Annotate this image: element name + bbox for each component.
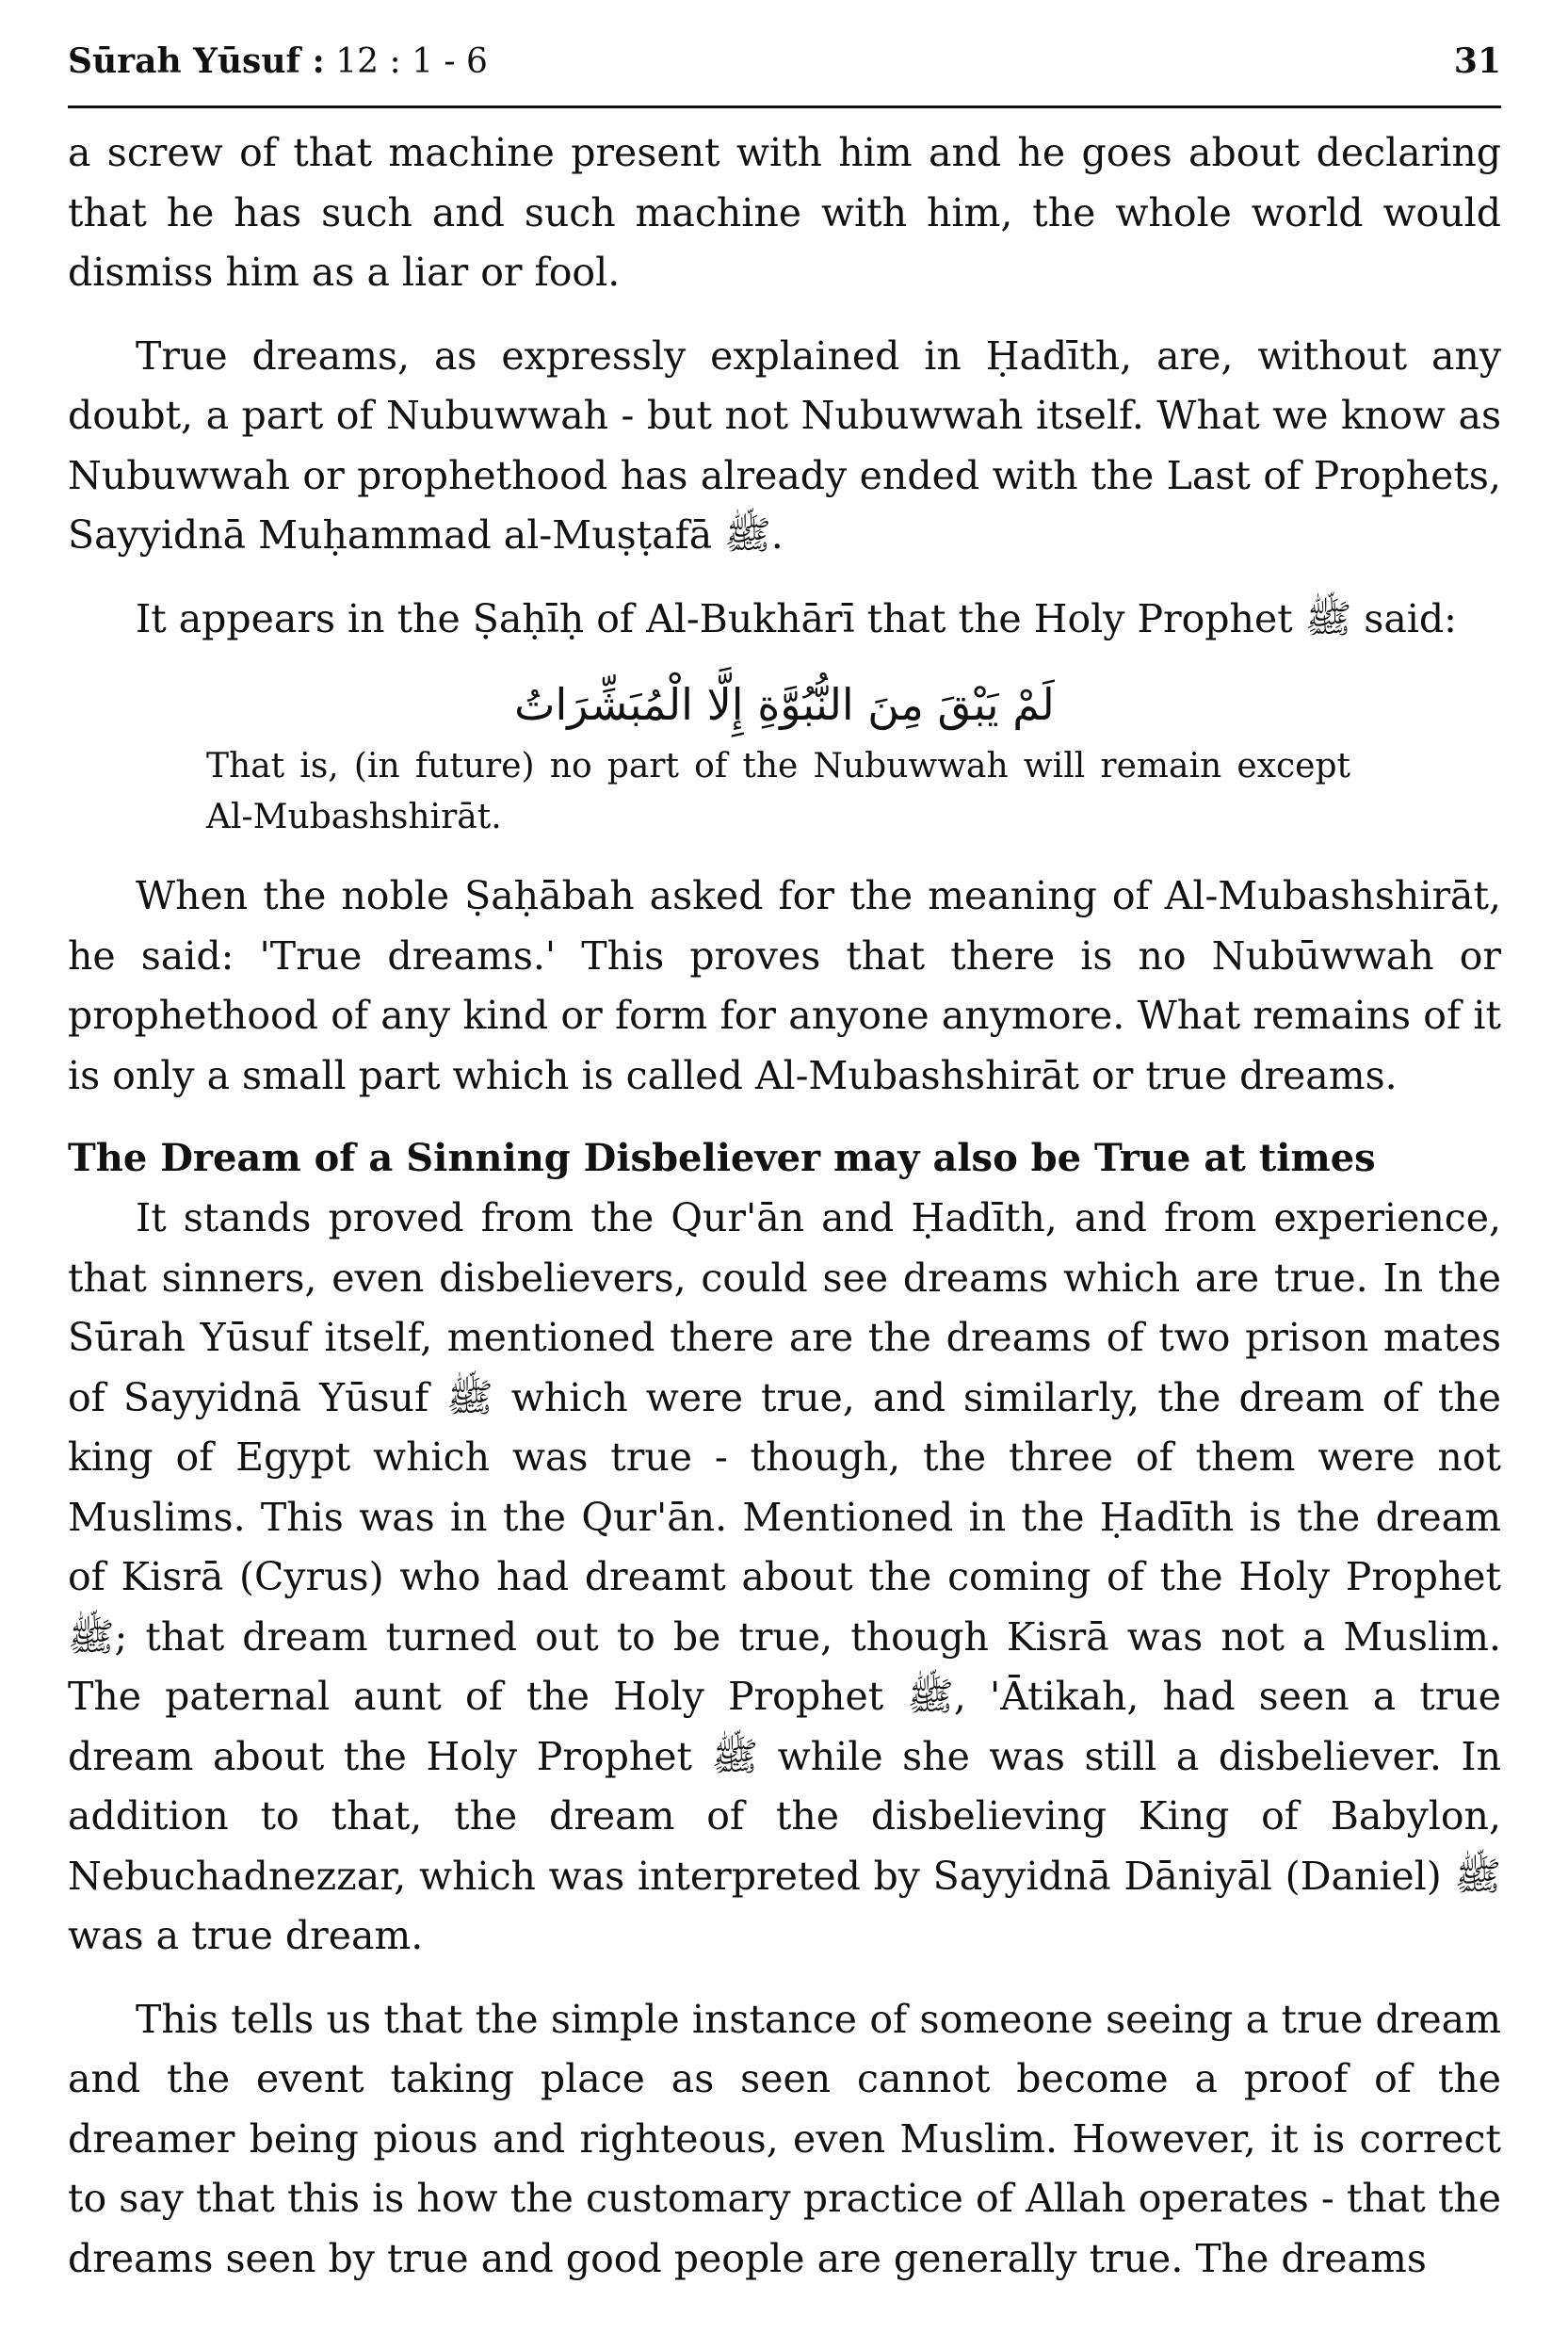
arabic-hadith-quote: لَمْ يَبْقَ مِنَ النُّبُوَّةِ إِلَّا الْمُبَشِّرَاتُ (514, 679, 1055, 730)
paragraph-continuation: a screw of that machine present with him and he goes about declaring that he has such and such machine with him, the whole world would dismiss him as a liar or fool. (68, 130, 1501, 295)
paragraph-disbeliever-dreams: It stands proved from the Qur'ān and Ḥadīth, and from experience, that sinners, even disbelievers, could see dreams which are true. In the Sūrah Yūsuf itself, mentioned there are the dreams of two prison mates of Sayyidnā Yūsuf ﷺ which were true, and similarly, the dream of the king of Egypt which was true - though, the three of them were not Muslims. This was in the Qur'ān. Mentioned in the Ḥadīth is the dream of Kisrā (Cyrus) who had dreamt about the coming of the Holy Prophet ﷺ; that dream turned out to be true, though Kisrā was not a Muslim. The paternal aunt of the Holy Prophet ﷺ, 'Ātikah, had seen a true dream about the Holy Prophet ﷺ while she was still a disbeliever. In addition to that, the dream of the disbelieving King of Babylon, Nebuchadnezzar, which was interpreted by Sayyidnā Dāniyāl (Daniel) ﷺ was a true dream. (68, 1195, 1501, 1958)
chapter-title (68, 41, 488, 81)
verse-reference: 12 : 1 - 6 (324, 42, 488, 81)
paragraph-sahabah: When the noble Ṣaḥābah asked for the meaning of Al-Mubashshirāt, he said: 'True dreams.' This proves that there is no Nubūwwah or prophethood of any kind or form for anyone anymore. What remains of it is only a small part which is called Al-Mubashshirāt or true dreams. (68, 873, 1501, 1098)
surah-title: Sūrah Yūsuf : (68, 41, 325, 81)
book-page (68, 41, 1501, 2289)
page-number: 31 (1453, 41, 1501, 81)
paragraph-true-dreams: True dreams, as expressly explained in Ḥadīth, are, without any doubt, a part of Nubuwwah - but not Nubuwwah itself. What we know as Nubuwwah or prophethood has already ended with the Last of Prophets, Sayyidnā Muḥammad al-Muṣṭafā ﷺ. (68, 332, 1501, 558)
paragraph-bukhari: It appears in the Ṣaḥīḥ of Al-Bukhārī that the Holy Prophet ﷺ said: (136, 595, 1457, 641)
paragraph-conclusion: This tells us that the simple instance of someone seeing a true dream and the event taking place as seen cannot become a proof of the dreamer being pious and righteous, even Muslim. However, it is correct to say that this is how the customary practice of Allah operates - that the dreams seen by true and good people are generally true. The dreams (68, 1996, 1501, 2281)
section-heading: The Dream of a Sinning Disbeliever may also be True at times (68, 1136, 1376, 1180)
hadith-translation: That is, (in future) no part of the Nubuwwah will remain except Al-Mubashshirāt. (206, 747, 1350, 836)
running-header (68, 41, 1501, 108)
